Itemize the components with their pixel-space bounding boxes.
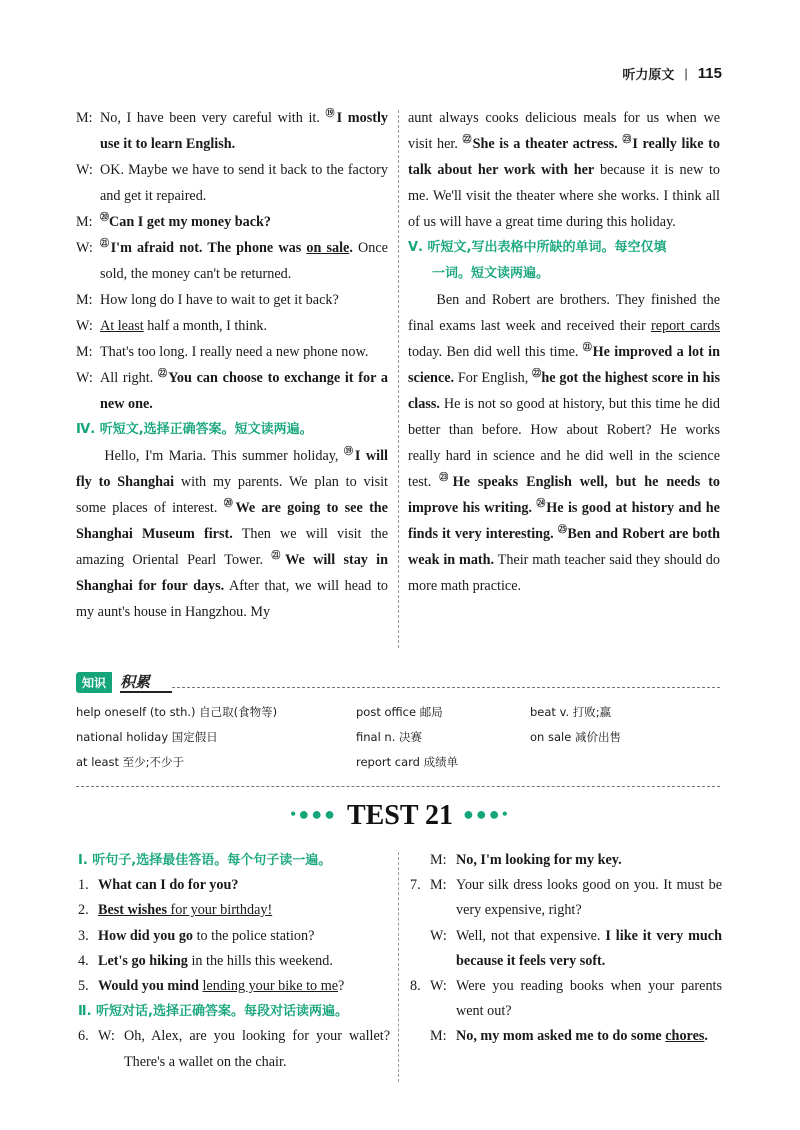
question-item: 5. Would you mind lending your bike to me? bbox=[78, 978, 345, 995]
dialogue-line bbox=[76, 105, 388, 157]
title-underline bbox=[120, 691, 172, 693]
speaker-label: W: bbox=[76, 318, 93, 334]
vocab-item: national holiday 国定假日 bbox=[76, 730, 218, 744]
dialogue-text: All right. $^㉒$You can choose to exchange it for a new one. bbox=[100, 368, 388, 412]
section-heading-ii: Ⅱ. 听短对话,选择正确答案。每段对话读两遍。 bbox=[78, 1004, 348, 1020]
vocab-item: final n. 决赛 bbox=[356, 730, 423, 744]
dialogue-line: M: No, I'm looking for my key. bbox=[430, 852, 622, 868]
speaker-label: M: bbox=[76, 292, 93, 308]
lower-right-column bbox=[410, 848, 722, 1050]
section-label: 听力原文 bbox=[622, 67, 675, 82]
dashed-rule bbox=[76, 786, 720, 787]
speaker-label: W: bbox=[76, 240, 93, 256]
page-number: 115 bbox=[697, 65, 722, 82]
speaker-label: W: bbox=[76, 370, 93, 386]
knowledge-title: 积累 bbox=[120, 673, 151, 691]
question-item: 3. How did you go to the police station? bbox=[78, 927, 315, 944]
column-divider bbox=[398, 110, 399, 648]
dialogue-text: That's too long. I really need a new phone now. bbox=[100, 344, 369, 360]
section-heading-i: Ⅰ. 听句子,选择最佳答语。每个句子读一遍。 bbox=[78, 853, 332, 868]
speaker-label: M: bbox=[76, 214, 93, 230]
dialogue-line bbox=[76, 157, 388, 209]
dialogue-text: OK. Maybe we have to send it back to the factory and get it repaired. bbox=[100, 162, 388, 204]
test-heading: TEST 21 bbox=[346, 800, 454, 831]
vocab-item: help oneself (to sth.) 自己取(食物等) bbox=[76, 705, 278, 719]
question-item: 1. What can I do for you? bbox=[78, 877, 239, 894]
dialogue-line: W: Well, not that expensive. I like it very much because it feels very soft. bbox=[430, 927, 722, 969]
passage-paragraph: Ben and Robert are brothers. They finished the final exams last week and received their report cards today. Ben did well this time. $^㉑$He improved a lot in science. For English, $^㉒$he got the highest score in his class. He is not so good at history, but this time he did better than before. How about Robert? He works really hard in science and he did well in the science test. $^㉓$He speaks English well, but he needs to improve his writing. $^㉔$He is good at history and he finds it very interesting. $^㉕$Ben and Robert are both weak in math. Their math teacher said they should do more math practice. bbox=[408, 292, 721, 594]
knowledge-row bbox=[76, 700, 720, 725]
question-item: 7. M: Your silk dress looks good on you. It must be very expensive, right? bbox=[410, 877, 722, 919]
vocab-item: on sale 减价出售 bbox=[530, 730, 621, 744]
dialogue-line bbox=[76, 209, 388, 235]
passage-paragraph: aunt always cooks delicious meals for us when we visit her. $^㉒$She is a theater actress. $^㉓$I really like to talk about her work with her because it is new to me. We'll visit the theater where she works. I think all of us will have a great time during this holiday. bbox=[408, 110, 720, 230]
lower-left-column bbox=[78, 848, 390, 1075]
dialogue-text: ⑳Can I get my money back? bbox=[100, 212, 271, 230]
question-item: 8. W: Were you reading books when your parents went out? bbox=[410, 978, 722, 1020]
page-header bbox=[622, 64, 722, 83]
dashed-rule bbox=[172, 687, 720, 688]
dialogue-line bbox=[76, 365, 388, 417]
knowledge-tag: 知识 bbox=[76, 672, 112, 693]
dialogue-line bbox=[76, 339, 388, 365]
knowledge-list bbox=[76, 700, 720, 775]
speaker-label: M: bbox=[76, 344, 93, 360]
dialogue-text: $^㉑$I'm afraid not. The phone was on sale. Once sold, the money can't be returned. bbox=[100, 238, 388, 282]
upper-left-column bbox=[76, 105, 388, 625]
section-heading-iv: Ⅳ. 听短文,选择正确答案。短文读两遍。 bbox=[76, 422, 313, 437]
question-item: 2. Best wishes for your birthday! bbox=[78, 902, 273, 919]
speaker-label: W: bbox=[76, 162, 93, 178]
knowledge-row bbox=[76, 750, 720, 775]
dialogue-text: At least half a month, I think. bbox=[100, 318, 268, 334]
vocab-item: at least 至少;不少于 bbox=[76, 755, 185, 769]
passage-paragraph: Hello, I'm Maria. This summer holiday, ⑲I will fly to Shanghai with my parents. We plan to visit some places of interest. ⑳We are going to see the Shanghai Museum first. Then we will visit the amazing Oriental Pearl Tower. $^㉑$We will stay in Shanghai for four days. After that, we will head to my aunt's house in Hangzhou. My bbox=[76, 446, 389, 620]
decorative-dots-right: ●●●• bbox=[463, 804, 510, 824]
dialogue-line bbox=[76, 313, 388, 339]
decorative-dots-left: •●●● bbox=[290, 804, 337, 824]
knowledge-header bbox=[76, 672, 720, 694]
vocab-item: beat v. 打败;赢 bbox=[530, 705, 612, 719]
dialogue-line bbox=[76, 235, 388, 287]
section-heading-v: Ⅴ. 听短文,写出表格中所缺的单词。每空仅填 一词。短文读两遍。 bbox=[408, 240, 667, 281]
speaker-label: M: bbox=[76, 110, 93, 126]
header-separator: | bbox=[684, 66, 688, 81]
dialogue-line: M: No, my mom asked me to do some chores. bbox=[430, 1028, 708, 1045]
dialogue-text: How long do I have to wait to get it back? bbox=[100, 292, 339, 308]
test-title bbox=[0, 800, 800, 832]
question-item: 6. W: Oh, Alex, are you looking for your wallet? There's a wallet on the chair. bbox=[78, 1028, 390, 1070]
dialogue-line bbox=[76, 287, 388, 313]
column-divider bbox=[398, 852, 399, 1082]
vocab-item: post office 邮局 bbox=[356, 705, 443, 719]
question-item: 4. Let's go hiking in the hills this weekend. bbox=[78, 952, 333, 969]
dialogue-text: No, I have been very careful with it. ⑲I mostly use it to learn English. bbox=[100, 108, 388, 152]
vocab-item bbox=[530, 750, 720, 775]
upper-right-column bbox=[408, 105, 720, 599]
vocab-item: report card 成绩单 bbox=[356, 755, 459, 769]
knowledge-row bbox=[76, 725, 720, 750]
